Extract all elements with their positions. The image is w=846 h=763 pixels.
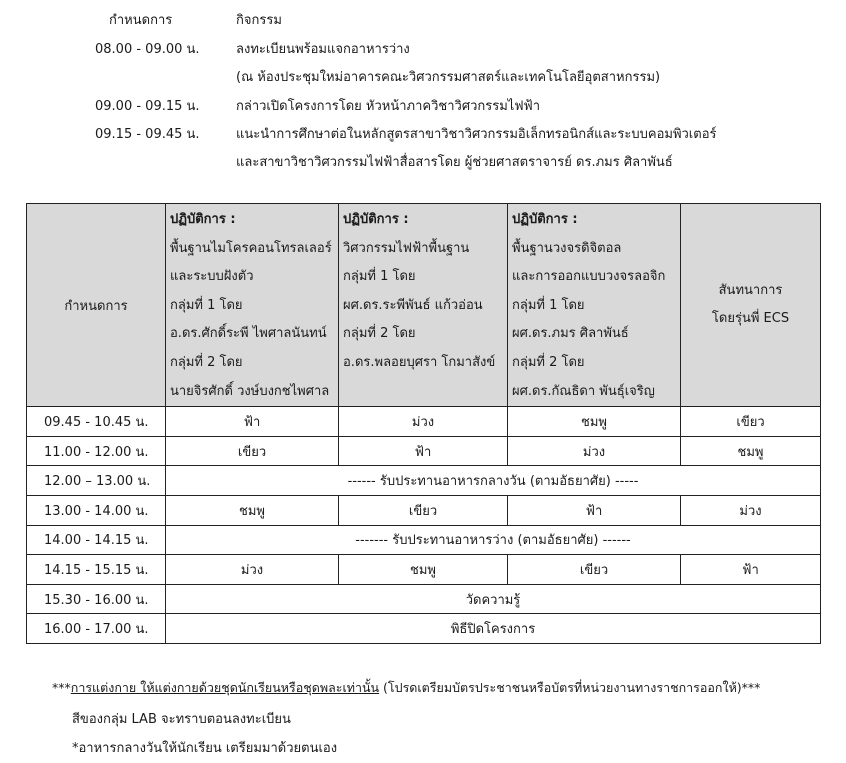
column-header-microcontroller xyxy=(166,204,339,407)
column-header-line: กลุ่มที่ 2 โดย xyxy=(170,354,243,370)
row-time: 12.00 – 13.00 น. xyxy=(27,466,166,496)
row-time: 11.00 - 12.00 น. xyxy=(27,436,166,466)
column-header-line: สันทนาการ xyxy=(718,283,783,299)
column-header-line: กลุ่มที่ 1 โดย xyxy=(512,297,585,313)
table-cell: ฟ้า xyxy=(508,495,681,525)
agenda-item-time: 09.15 - 09.45 น. xyxy=(95,127,200,142)
column-header-line: นายจิรศักดิ์ วงษ์บงกชไพศาล xyxy=(170,383,330,399)
table-cell: ชมพู xyxy=(508,407,681,437)
row-time: 16.00 - 17.00 น. xyxy=(27,614,166,644)
column-header-line: วิศวกรรมไฟฟ้าพื้นฐาน xyxy=(343,240,470,256)
table-cell: เขียว xyxy=(681,407,821,437)
column-header-line: กลุ่มที่ 1 โดย xyxy=(170,297,243,313)
table-cell: ชมพู xyxy=(166,495,339,525)
column-header-line: พื้นฐานวงจรดิจิตอล xyxy=(512,240,622,256)
column-header-digital xyxy=(508,204,681,407)
table-cell: ฟ้า xyxy=(166,407,339,437)
dress-code-prefix: *** xyxy=(52,680,71,695)
column-header-recreation xyxy=(681,204,821,407)
table-span-cell: วัดความรู้ xyxy=(166,584,821,614)
dress-code-note xyxy=(52,678,760,698)
table-header-row xyxy=(27,204,821,407)
column-header-electrical xyxy=(339,204,508,407)
column-header-line: ผศ.ดร.ระพีพันธ์ แก้วอ่อน xyxy=(343,297,483,313)
column-header-title: ปฏิบัติการ : xyxy=(343,212,409,227)
table-row xyxy=(27,466,821,496)
agenda-item-activity: แนะนำการศึกษาต่อในหลักสูตรสาขาวิชาวิศวกรรมอิเล็กทรอนิกส์และระบบคอมพิวเตอร์ xyxy=(236,127,717,142)
agenda-header-time: กำหนดการ xyxy=(109,13,173,28)
table-row xyxy=(27,407,821,437)
column-header-line: กลุ่มที่ 2 โดย xyxy=(512,354,585,370)
table-cell: ม่วง xyxy=(508,436,681,466)
row-time: 13.00 - 14.00 น. xyxy=(27,495,166,525)
column-header-line: อ.ดร.พลอยบุศรา โกมาสังข์ xyxy=(343,354,496,370)
schedule-table xyxy=(26,203,821,644)
row-time: 09.45 - 10.45 น. xyxy=(27,407,166,437)
row-time: 14.15 - 15.15 น. xyxy=(27,555,166,585)
table-cell: ม่วง xyxy=(681,495,821,525)
row-time: 15.30 - 16.00 น. xyxy=(27,584,166,614)
column-header-line: พื้นฐานไมโครคอนโทรลเลอร์ xyxy=(170,240,332,256)
table-cell: เขียว xyxy=(339,495,508,525)
table-span-cell: ------- รับประทานอาหารว่าง (ตามอัธยาศัย) ------ xyxy=(166,525,821,555)
table-cell: เขียว xyxy=(166,436,339,466)
table-cell: เขียว xyxy=(508,555,681,585)
table-row xyxy=(27,555,821,585)
table-cell: ชมพู xyxy=(681,436,821,466)
lunch-note: *อาหารกลางวันให้นักเรียน เตรียมมาด้วยตนเอง xyxy=(72,741,338,756)
table-row xyxy=(27,525,821,555)
table-cell: ม่วง xyxy=(339,407,508,437)
dress-code-suffix: (โปรดเตรียมบัตรประชาชนหรือบัตรที่หน่วยงานทางราชการออกให้)*** xyxy=(379,680,761,695)
table-row xyxy=(27,436,821,466)
column-header-title: ปฏิบัติการ : xyxy=(170,212,236,227)
table-cell: ชมพู xyxy=(339,555,508,585)
table-span-cell: พิธีปิดโครงการ xyxy=(166,614,821,644)
table-cell: ม่วง xyxy=(166,555,339,585)
agenda-item-time: 09.00 - 09.15 น. xyxy=(95,99,200,114)
column-header-line: ผศ.ดร.ภมร ศิลาพันธ์ xyxy=(512,326,629,342)
dress-code-underlined: การแต่งกาย ให้แต่งกายด้วยชุดนักเรียนหรือชุดพละเท่านั้น xyxy=(70,680,380,695)
table-row xyxy=(27,495,821,525)
column-header-title: ปฏิบัติการ : xyxy=(512,212,578,227)
agenda-item-activity: (ณ ห้องประชุมใหม่อาคารคณะวิศวกรรมศาสตร์และเทคโนโลยีอุตสาหกรรม) xyxy=(236,70,661,85)
agenda-item-activity: และสาขาวิชาวิศวกรรมไฟฟ้าสื่อสารโดย ผู้ช่วยศาสตราจารย์ ดร.ภมร ศิลาพันธ์ xyxy=(236,155,673,170)
agenda-item-time: 08.00 - 09.00 น. xyxy=(95,42,200,57)
row-time: 14.00 - 14.15 น. xyxy=(27,525,166,555)
table-row xyxy=(27,584,821,614)
column-header-line: กลุ่มที่ 2 โดย xyxy=(343,326,416,342)
column-header-line: กลุ่มที่ 1 โดย xyxy=(343,269,416,285)
column-header-line: โดยรุ่นพี่ ECS xyxy=(711,311,790,327)
lab-color-note: สีของกลุ่ม LAB จะทราบตอนลงทะเบียน xyxy=(72,712,291,727)
table-cell: ฟ้า xyxy=(339,436,508,466)
column-header-line: อ.ดร.ศักดิ์ระพี ไพศาลนันทน์ xyxy=(170,326,327,342)
table-cell: ฟ้า xyxy=(681,555,821,585)
agenda-item-activity: กล่าวเปิดโครงการโดย หัวหน้าภาควิชาวิศวกรรมไฟฟ้า xyxy=(236,99,541,114)
time-column-header: กำหนดการ xyxy=(27,204,166,407)
agenda-item-activity: ลงทะเบียนพร้อมแจกอาหารว่าง xyxy=(236,42,410,57)
table-span-cell: ------ รับประทานอาหารกลางวัน (ตามอัธยาศัย) ----- xyxy=(166,466,821,496)
column-header-line: ผศ.ดร.กัณธิดา พันธุ์เจริญ xyxy=(512,383,655,399)
column-header-line: และระบบฝังตัว xyxy=(170,269,254,285)
table-row xyxy=(27,614,821,644)
agenda-header-activity: กิจกรรม xyxy=(236,13,282,28)
column-header-line: และการออกแบบวงจรลอจิก xyxy=(512,269,666,285)
